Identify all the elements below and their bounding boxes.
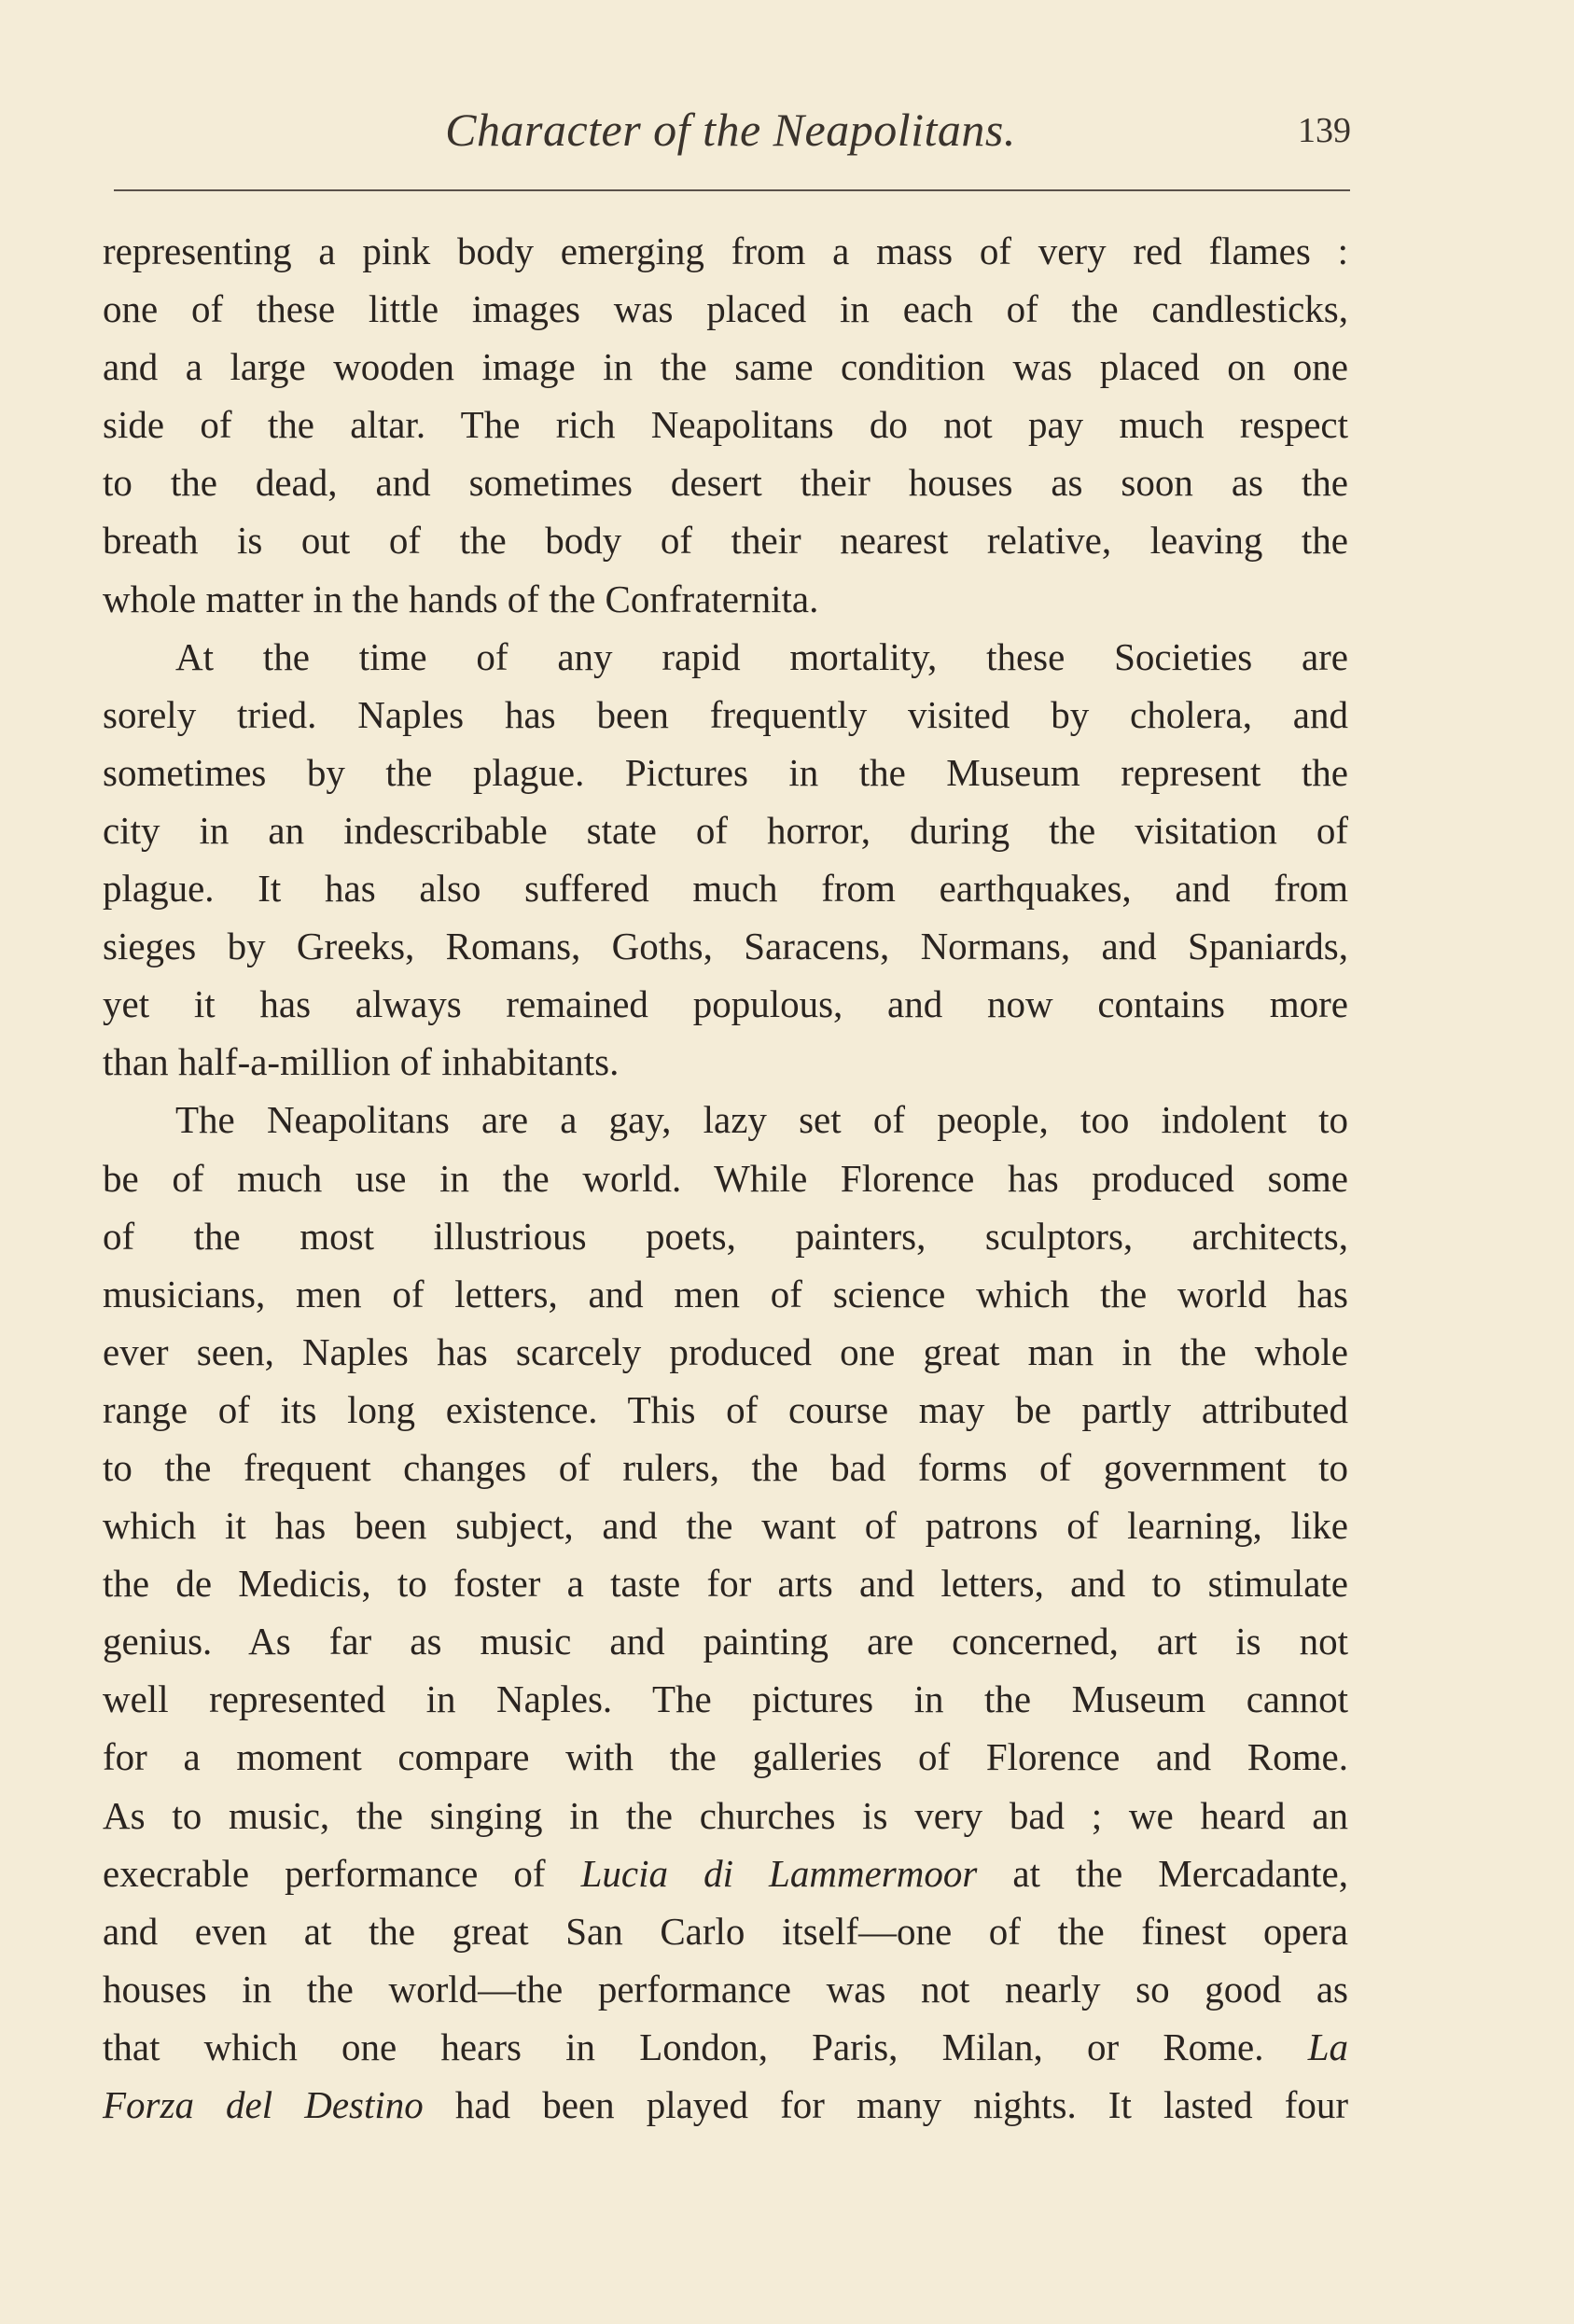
text-line: be of much use in the world. While Florence has produced some bbox=[103, 1156, 1348, 1200]
text-line: one of these little images was placed in each of the candlesticks, bbox=[103, 287, 1348, 331]
text-run: at the Mercadante, bbox=[977, 1851, 1348, 1895]
text-line: than half-a-million of inhabitants. bbox=[103, 1040, 620, 1084]
text-line: ever seen, Naples has scarcely produced one great man in the whole bbox=[103, 1329, 1348, 1373]
running-title: Character of the Neapolitans. bbox=[445, 104, 1016, 156]
text-line: yet it has always remained populous, and now contains more bbox=[103, 982, 1348, 1026]
text-line: for a moment compare with the galleries of Florence and Rome. bbox=[103, 1735, 1348, 1779]
text-run: that which one hears in London, Paris, Milan, or Rome. bbox=[103, 2025, 1308, 2068]
text-line: the de Medicis, to foster a taste for arts and letters, and to stimulate bbox=[103, 1562, 1348, 1606]
text-line: and a large wooden image in the same condition was placed on one bbox=[103, 345, 1348, 389]
text-line: musicians, men of letters, and men of science which the world has bbox=[103, 1272, 1348, 1315]
text-line bbox=[103, 2018, 1348, 2076]
text-line: to the dead, and sometimes desert their houses as soon as the bbox=[103, 461, 1348, 505]
text-line bbox=[103, 2076, 1348, 2134]
text-line: side of the altar. The rich Neapolitans do not pay much respect bbox=[103, 403, 1348, 447]
text-line: representing a pink body emerging from a mass of very red flames : bbox=[103, 230, 1348, 272]
opera-title-forza: Forza del Destino bbox=[103, 2083, 424, 2126]
text-line: well represented in Naples. The pictures in the Museum cannot bbox=[103, 1677, 1348, 1721]
paragraph bbox=[103, 1091, 1348, 2134]
text-line: of the most illustrious poets, painters, sculptors, architects, bbox=[103, 1214, 1348, 1258]
text-line: sometimes by the plague. Pictures in the Museum represent the bbox=[103, 750, 1348, 794]
text-line: which it has been subject, and the want of patrons of learning, like bbox=[103, 1504, 1348, 1548]
paragraph bbox=[103, 222, 1348, 628]
text-line: plague. It has also suffered much from earthquakes, and from bbox=[103, 867, 1348, 911]
text-run: execrable performance of bbox=[103, 1851, 581, 1895]
text-line: sieges by Greeks, Romans, Goths, Saracens, Normans, and Spaniards, bbox=[103, 925, 1348, 968]
text-line: At the time of any rapid mortality, these Societies are bbox=[175, 634, 1348, 678]
text-line: range of its long existence. This of course may be partly attributed bbox=[103, 1387, 1348, 1431]
text-line: and even at the great San Carlo itself—one of the finest opera bbox=[103, 1909, 1348, 1953]
page-header bbox=[110, 103, 1351, 168]
text-line: genius. As far as music and painting are concerned, art is not bbox=[103, 1620, 1348, 1663]
text-line: sorely tried. Naples has been frequently visited by cholera, and bbox=[103, 692, 1348, 736]
header-rule bbox=[114, 189, 1350, 191]
body-text bbox=[103, 222, 1348, 2134]
text-line: The Neapolitans are a gay, lazy set of people, too indolent to bbox=[175, 1098, 1348, 1142]
text-line: houses in the world—the performance was not nearly so good as bbox=[103, 1967, 1348, 2011]
opera-title-lucia: Lucia di Lammermoor bbox=[580, 1851, 978, 1895]
text-run: had been played for many nights. It lasted four bbox=[423, 2083, 1349, 2126]
text-line: whole matter in the hands of the Confraternita. bbox=[103, 577, 819, 620]
text-line: As to music, the singing in the churches is very bad ; we heard an bbox=[103, 1793, 1348, 1837]
paragraph bbox=[103, 628, 1348, 1092]
text-line: breath is out of the body of their nearest relative, leaving the bbox=[103, 519, 1348, 563]
page-number: 139 bbox=[1298, 111, 1351, 150]
text-line: city in an indescribable state of horror, during the visitation of bbox=[103, 808, 1348, 852]
text-line bbox=[103, 1844, 1348, 1902]
opera-title-la: La bbox=[1307, 2025, 1348, 2068]
text-line: to the frequent changes of rulers, the bad forms of government to bbox=[103, 1445, 1348, 1489]
